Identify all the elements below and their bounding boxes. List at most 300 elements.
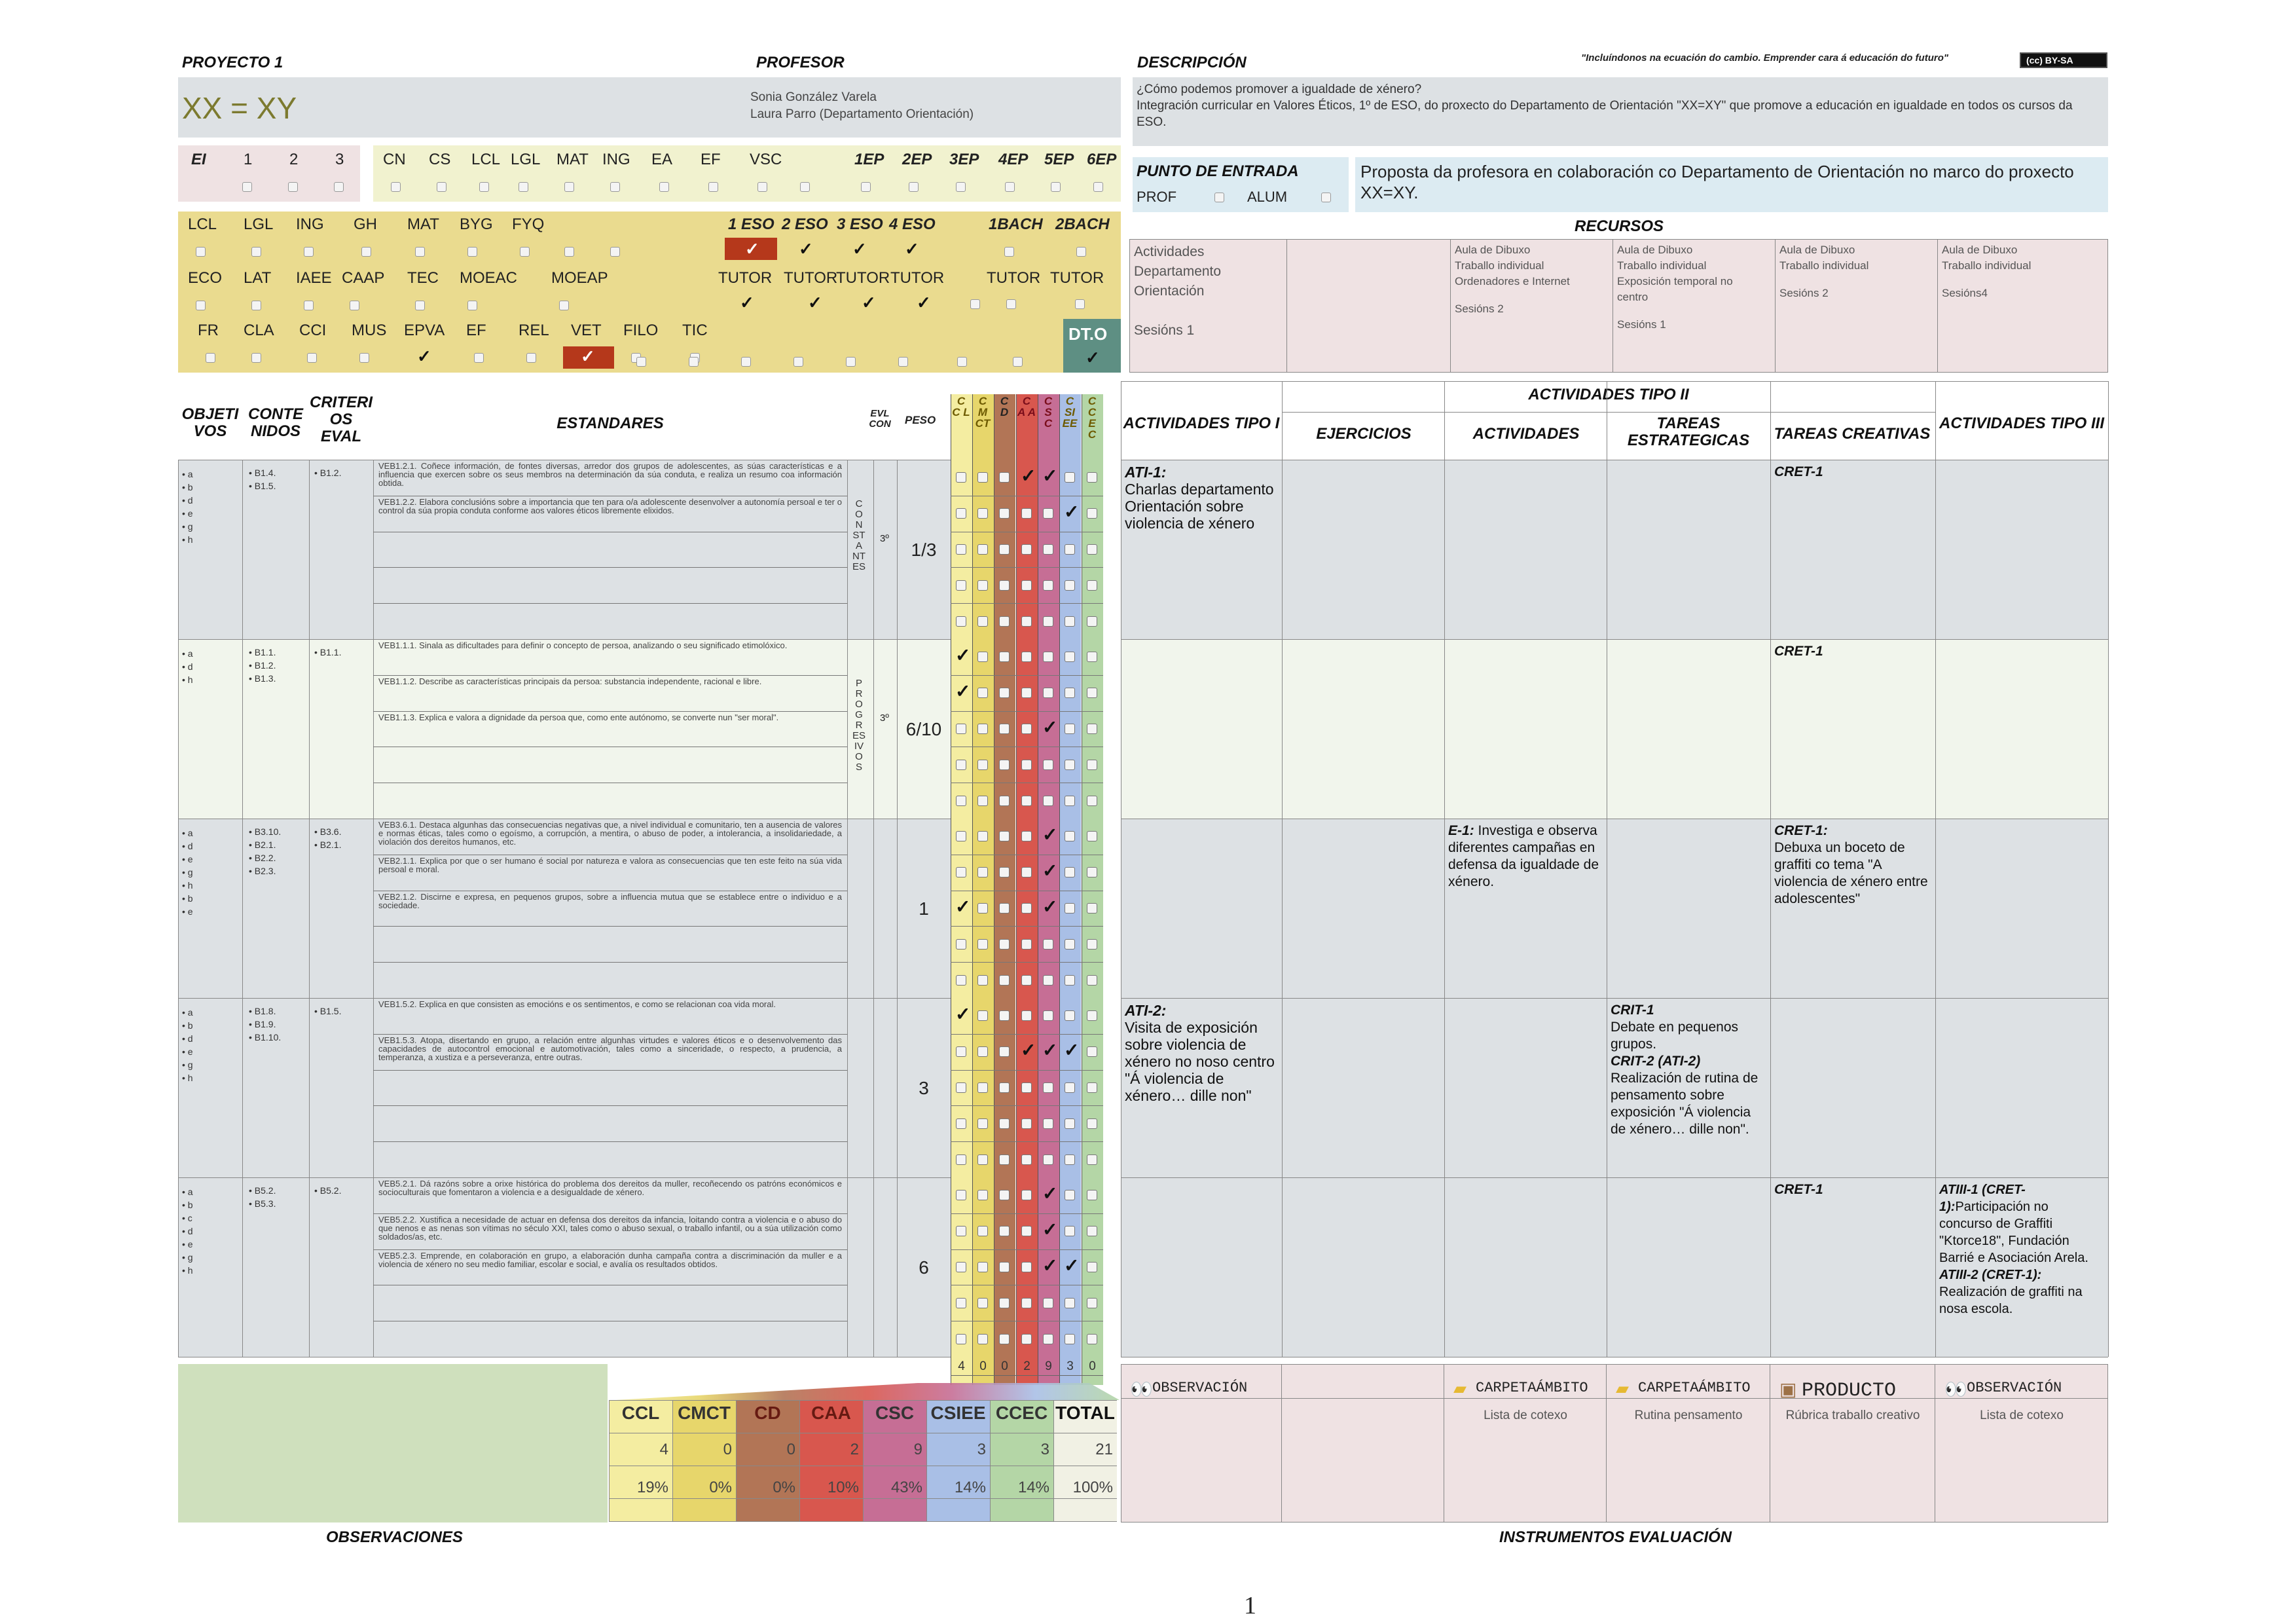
- ei-checkbox[interactable]: [242, 182, 252, 192]
- competency-checkbox[interactable]: [1065, 939, 1075, 950]
- entry-alum-checkbox[interactable]: [1321, 193, 1331, 202]
- competency-checkbox[interactable]: [956, 1298, 966, 1308]
- colon: :: [1823, 823, 1828, 838]
- competency-checkbox[interactable]: [1087, 688, 1097, 698]
- competency-checkbox[interactable]: [1021, 939, 1032, 950]
- activity-text: Visita de exposición sobre violencia de xénero no noso centro "Á violencia de xénero… dille non": [1125, 1019, 1275, 1104]
- objetivo-text: g: [187, 1060, 193, 1070]
- competency-checkbox[interactable]: [1065, 724, 1075, 734]
- competency-checkbox[interactable]: [977, 652, 988, 662]
- competency-check-icon[interactable]: ✓: [1042, 1255, 1058, 1276]
- competency-checkbox[interactable]: [999, 760, 1010, 770]
- competency-checkbox[interactable]: [1065, 544, 1075, 555]
- competency-checkbox[interactable]: [999, 903, 1010, 913]
- eso-checkbox[interactable]: [206, 353, 215, 363]
- objetivo-text: h: [187, 534, 193, 545]
- competency-checkbox[interactable]: [1043, 796, 1053, 806]
- instruments-line: [1121, 1398, 2108, 1399]
- eso-checkbox[interactable]: [610, 247, 620, 257]
- competency-checkbox[interactable]: [1087, 1262, 1097, 1272]
- competency-checkbox[interactable]: [956, 1226, 966, 1236]
- eso-checkbox[interactable]: [361, 247, 371, 257]
- eso-checkbox[interactable]: [251, 353, 261, 363]
- competency-checkbox[interactable]: [1021, 1298, 1032, 1308]
- competency-checkbox[interactable]: [1065, 796, 1075, 806]
- eso-checkbox[interactable]: [636, 357, 646, 367]
- competency-checkbox[interactable]: [956, 724, 966, 734]
- competency-checkbox[interactable]: [1043, 580, 1053, 591]
- competency-checkbox[interactable]: [999, 867, 1010, 877]
- competency-checkbox[interactable]: [956, 939, 966, 950]
- competency-checkbox[interactable]: [977, 1298, 988, 1308]
- vet-check-icon[interactable]: ✓: [581, 346, 595, 366]
- ep-checkbox[interactable]: [800, 182, 810, 192]
- recursos-line: Aula de Dibuxo: [1779, 244, 1855, 256]
- competency-checkbox[interactable]: [999, 652, 1010, 662]
- objetivo: • d: [182, 495, 193, 506]
- competency-checkbox[interactable]: [1065, 472, 1075, 483]
- competency-checkbox[interactable]: [977, 544, 988, 555]
- competency-checkbox[interactable]: [1087, 508, 1097, 519]
- competency-check-icon[interactable]: ✓: [1064, 502, 1080, 523]
- tutor-check-icon[interactable]: ✓: [862, 293, 876, 312]
- objetivo: • e: [182, 854, 193, 864]
- competency-checkbox[interactable]: [1087, 1154, 1097, 1165]
- competency-checkbox[interactable]: [977, 760, 988, 770]
- peso-value: 1: [919, 898, 929, 919]
- ep-checkbox[interactable]: [708, 182, 718, 192]
- competency-checkbox[interactable]: [1021, 1154, 1032, 1165]
- competency-checkbox[interactable]: [1065, 1082, 1075, 1093]
- block-divider: [1770, 1177, 1771, 1357]
- competency-check-icon[interactable]: ✓: [1042, 466, 1058, 487]
- eso-checkbox[interactable]: [251, 247, 261, 257]
- competency-check-icon[interactable]: ✓: [1042, 896, 1058, 917]
- competency-check-icon[interactable]: ✓: [1042, 717, 1058, 737]
- competency-checkbox[interactable]: [1087, 1226, 1097, 1236]
- objetivo-text: a: [187, 648, 193, 659]
- competency-checkbox[interactable]: [1021, 1118, 1032, 1129]
- estandar-text: VEB2.1.1. Explica por que o ser humano é social por natureza e valora as consecuencias que ten este feito na súa vida persoal e moral.: [378, 856, 842, 874]
- eso1-check-icon[interactable]: ✓: [745, 239, 759, 259]
- colon: :: [1161, 464, 1167, 481]
- objetivo-text: b: [187, 893, 193, 904]
- competency-checkbox[interactable]: [1021, 724, 1032, 734]
- objetivo: • b: [182, 482, 193, 492]
- competency-checkbox[interactable]: [1021, 508, 1032, 519]
- competency-checkbox[interactable]: [999, 1334, 1010, 1344]
- competency-checkbox[interactable]: [999, 580, 1010, 591]
- competency-checkbox[interactable]: [1021, 796, 1032, 806]
- competency-checkbox[interactable]: [1065, 867, 1075, 877]
- tutor-checkbox[interactable]: [970, 299, 980, 309]
- competency-checkbox[interactable]: [999, 796, 1010, 806]
- competency-checkbox[interactable]: [1065, 1334, 1075, 1344]
- competency-checkbox[interactable]: [977, 616, 988, 627]
- competency-checkbox[interactable]: [1021, 1226, 1032, 1236]
- competency-checkbox[interactable]: [1043, 688, 1053, 698]
- eso-checkbox[interactable]: [474, 353, 484, 363]
- competency-checkbox[interactable]: [1043, 616, 1053, 627]
- competency-checkbox[interactable]: [1043, 508, 1053, 519]
- competency-checkbox[interactable]: [1043, 939, 1053, 950]
- competency-checkbox[interactable]: [1021, 616, 1032, 627]
- summary-percent: 43%: [890, 1479, 922, 1496]
- competency-checkbox[interactable]: [1021, 975, 1032, 986]
- competency-check-icon[interactable]: ✓: [955, 681, 971, 702]
- competency-checkbox[interactable]: [977, 1154, 988, 1165]
- competency-checkbox[interactable]: [1087, 1334, 1097, 1344]
- competency-checkbox[interactable]: [999, 939, 1010, 950]
- comp-header: C C L: [952, 395, 970, 418]
- competency-checkbox[interactable]: [1021, 580, 1032, 591]
- competency-checkbox[interactable]: [1043, 1010, 1053, 1021]
- competency-check-icon[interactable]: ✓: [1042, 1040, 1058, 1061]
- level-label: 4 ESO: [889, 215, 936, 233]
- competency-checkbox[interactable]: [1043, 975, 1053, 986]
- competency-checkbox[interactable]: [1043, 1082, 1053, 1093]
- competency-checkbox[interactable]: [1087, 1118, 1097, 1129]
- competency-checkbox[interactable]: [956, 1082, 966, 1093]
- competency-checkbox[interactable]: [956, 580, 966, 591]
- contenido-text: B1.8.: [254, 1006, 276, 1016]
- eso-checkbox[interactable]: [846, 357, 856, 367]
- ep-checkbox[interactable]: [437, 182, 446, 192]
- eso-checkbox[interactable]: [415, 247, 425, 257]
- contenido-text: B1.10.: [254, 1032, 282, 1043]
- competency-checkbox[interactable]: [999, 1190, 1010, 1200]
- ep-level-checkbox[interactable]: [861, 182, 871, 192]
- std-evl-divider: [847, 998, 848, 1177]
- competency-checkbox[interactable]: [1087, 616, 1097, 627]
- competency-checkbox[interactable]: [999, 508, 1010, 519]
- competency-checkbox[interactable]: [999, 1262, 1010, 1272]
- criterios-list: [314, 466, 342, 479]
- tutor-check-icon[interactable]: ✓: [917, 293, 931, 312]
- competency-checkbox[interactable]: [999, 688, 1010, 698]
- competency-checkbox[interactable]: [1087, 544, 1097, 555]
- competency-checkbox[interactable]: [1043, 760, 1053, 770]
- competency-checkbox[interactable]: [1087, 1190, 1097, 1200]
- block-divider: [1935, 460, 1936, 639]
- competency-checkbox[interactable]: [977, 1226, 988, 1236]
- eso-checkbox[interactable]: [467, 301, 477, 310]
- competency-checkbox[interactable]: [977, 580, 988, 591]
- eso-checkbox[interactable]: [467, 247, 477, 257]
- ep-checkbox[interactable]: [757, 182, 767, 192]
- competency-check-icon[interactable]: ✓: [1064, 1255, 1080, 1276]
- summary-header: CD: [754, 1403, 781, 1423]
- block-divider: [873, 1177, 874, 1357]
- competency-checkbox[interactable]: [956, 867, 966, 877]
- competency-checkbox[interactable]: [1021, 1010, 1032, 1021]
- block-divider: [1444, 460, 1445, 639]
- std-evl-divider: [847, 819, 848, 998]
- summary-percent: 19%: [636, 1479, 668, 1496]
- competency-checkbox[interactable]: [956, 1154, 966, 1165]
- recursos-line: [1455, 289, 1609, 301]
- objetivo: • h: [182, 1265, 193, 1276]
- competency-checkbox[interactable]: [1065, 652, 1075, 662]
- competency-check-icon[interactable]: ✓: [1021, 466, 1036, 487]
- competency-checkbox[interactable]: [977, 903, 988, 913]
- competency-checkbox[interactable]: [1043, 652, 1053, 662]
- competency-checkbox[interactable]: [999, 1298, 1010, 1308]
- tutor-checkbox[interactable]: [1075, 299, 1085, 309]
- recursos-line: Aula de Dibuxo: [1942, 244, 2018, 256]
- competency-check-icon[interactable]: ✓: [955, 896, 971, 917]
- competency-checkbox[interactable]: [1021, 831, 1032, 841]
- competency-checkbox[interactable]: [999, 472, 1010, 483]
- folder-icon: ▰: [1453, 1378, 1467, 1398]
- competency-checkbox[interactable]: [1087, 796, 1097, 806]
- eso-checkbox[interactable]: [251, 301, 261, 310]
- recursos-col: [1938, 240, 2108, 372]
- competency-checkbox[interactable]: [977, 939, 988, 950]
- eso-checkbox[interactable]: [350, 301, 359, 310]
- level-checkbox[interactable]: [1076, 247, 1086, 257]
- competency-check-icon[interactable]: ✓: [955, 1004, 971, 1025]
- ep-level-checkbox[interactable]: [909, 182, 919, 192]
- competency-checkbox[interactable]: [1065, 616, 1075, 627]
- eso-checkbox[interactable]: [196, 301, 206, 310]
- ep-level-checkbox[interactable]: [1051, 182, 1061, 192]
- competency-checkbox[interactable]: [1087, 760, 1097, 770]
- competency-checkbox[interactable]: [977, 1010, 988, 1021]
- competency-checkbox[interactable]: [1065, 1190, 1075, 1200]
- estandar-row-line: [373, 711, 847, 712]
- competency-checkbox[interactable]: [1021, 760, 1032, 770]
- ep-level-checkbox[interactable]: [956, 182, 966, 192]
- competency-checkbox[interactable]: [1065, 1226, 1075, 1236]
- competency-checkbox[interactable]: [1021, 1262, 1032, 1272]
- competency-checkbox[interactable]: [999, 831, 1010, 841]
- competency-checkbox[interactable]: [956, 508, 966, 519]
- competency-checkbox[interactable]: [956, 616, 966, 627]
- competency-checkbox[interactable]: [1021, 1334, 1032, 1344]
- competency-checkbox[interactable]: [1021, 688, 1032, 698]
- epva-check-icon[interactable]: ✓: [417, 346, 431, 366]
- competency-check-icon[interactable]: ✓: [1042, 1183, 1058, 1204]
- competency-checkbox[interactable]: [956, 796, 966, 806]
- competency-checkbox[interactable]: [977, 1046, 988, 1057]
- competency-checkbox[interactable]: [977, 1082, 988, 1093]
- eso-checkbox[interactable]: [1013, 357, 1023, 367]
- competency-check-icon[interactable]: ✓: [955, 645, 971, 666]
- entry-point-box: [1133, 157, 1349, 212]
- competency-checkbox[interactable]: [1065, 760, 1075, 770]
- ep-checkbox[interactable]: [610, 182, 620, 192]
- eso-checkbox[interactable]: [564, 247, 574, 257]
- competency-checkbox[interactable]: [1021, 903, 1032, 913]
- competency-checkbox[interactable]: [1021, 1190, 1032, 1200]
- competency-checkbox[interactable]: [1087, 724, 1097, 734]
- contenido: • B2.1.: [249, 840, 276, 850]
- competency-checkbox[interactable]: [977, 472, 988, 483]
- competency-checkbox[interactable]: [1043, 544, 1053, 555]
- competency-check-icon[interactable]: ✓: [1064, 1040, 1080, 1061]
- competency-total: 0: [1089, 1359, 1096, 1373]
- competency-checkbox[interactable]: [977, 1334, 988, 1344]
- competency-checkbox[interactable]: [999, 544, 1010, 555]
- eso-checkbox[interactable]: [898, 357, 908, 367]
- objetivo: • b: [182, 1200, 193, 1210]
- header-tipo2-sub: TAREAS ESTRATEGICAS: [1627, 415, 1750, 449]
- competency-checkbox[interactable]: [977, 688, 988, 698]
- ei-checkbox[interactable]: [334, 182, 344, 192]
- eso-checkbox[interactable]: [689, 357, 699, 367]
- competency-checkbox[interactable]: [1043, 1118, 1053, 1129]
- eso-checkbox[interactable]: [741, 357, 751, 367]
- competency-checkbox[interactable]: [1021, 867, 1032, 877]
- competency-checkbox[interactable]: [1087, 903, 1097, 913]
- competency-checkbox[interactable]: [1087, 472, 1097, 483]
- competency-checkbox[interactable]: [977, 1262, 988, 1272]
- eso-checkbox[interactable]: [415, 301, 425, 310]
- competency-checkbox[interactable]: [1043, 1334, 1053, 1344]
- folder-icon: ▰: [1616, 1378, 1629, 1398]
- competency-checkbox[interactable]: [1065, 1298, 1075, 1308]
- activity-creativas: [1774, 1181, 1931, 1198]
- block-divider: [1282, 998, 1283, 1177]
- level-label: 1 ESO: [728, 215, 774, 233]
- competency-checkbox[interactable]: [956, 831, 966, 841]
- competency-check-icon[interactable]: ✓: [1042, 824, 1058, 845]
- ep-level-checkbox[interactable]: [1093, 182, 1103, 192]
- competency-check-icon[interactable]: ✓: [1042, 860, 1058, 881]
- ep-checkbox[interactable]: [391, 182, 401, 192]
- competency-checkbox[interactable]: [999, 1046, 1010, 1057]
- competency-checkbox[interactable]: [1043, 1298, 1053, 1308]
- eso-checkbox[interactable]: [520, 247, 530, 257]
- competency-checkbox[interactable]: [956, 1334, 966, 1344]
- competency-checkbox[interactable]: [1087, 1010, 1097, 1021]
- competency-checkbox[interactable]: [956, 472, 966, 483]
- summary-percent: 100%: [1072, 1479, 1113, 1496]
- ep-checkbox[interactable]: [659, 182, 669, 192]
- dto-check-icon[interactable]: ✓: [1085, 348, 1100, 367]
- comp-row-line: [951, 603, 1103, 604]
- eso-checkbox[interactable]: [196, 247, 206, 257]
- competency-checkbox[interactable]: [956, 1262, 966, 1272]
- competency-checkbox[interactable]: [1021, 544, 1032, 555]
- eso-checkbox[interactable]: [793, 357, 803, 367]
- competency-checkbox[interactable]: [1021, 1082, 1032, 1093]
- block-divider: [1935, 819, 1936, 998]
- competency-checkbox[interactable]: [1087, 1082, 1097, 1093]
- competency-checkbox[interactable]: [1065, 1118, 1075, 1129]
- competency-checkbox[interactable]: [956, 1190, 966, 1200]
- ep-level-checkbox[interactable]: [1005, 182, 1015, 192]
- competency-checkbox[interactable]: [1087, 867, 1097, 877]
- ep-checkbox[interactable]: [479, 182, 489, 192]
- competency-checkbox[interactable]: [977, 508, 988, 519]
- objetivo: • h: [182, 534, 193, 545]
- competency-checkbox[interactable]: [956, 1046, 966, 1057]
- ei-label: EI: [191, 151, 206, 168]
- competency-checkbox[interactable]: [1087, 580, 1097, 591]
- competency-check-icon[interactable]: ✓: [1042, 1219, 1058, 1240]
- competency-checkbox[interactable]: [1087, 1298, 1097, 1308]
- entry-prof-checkbox[interactable]: [1214, 193, 1224, 202]
- competency-checkbox[interactable]: [956, 975, 966, 986]
- competency-checkbox[interactable]: [1087, 975, 1097, 986]
- level-check-icon[interactable]: ✓: [905, 239, 919, 259]
- competency-checkbox[interactable]: [999, 1226, 1010, 1236]
- competency-checkbox[interactable]: [1087, 939, 1097, 950]
- eso-checkbox[interactable]: [307, 353, 317, 363]
- competency-checkbox[interactable]: [999, 1154, 1010, 1165]
- competency-checkbox[interactable]: [977, 1118, 988, 1129]
- ei-checkbox[interactable]: [288, 182, 298, 192]
- competency-checkbox[interactable]: [999, 724, 1010, 734]
- header-tipo2-sub: TAREAS CREATIVAS: [1774, 425, 1931, 443]
- eso-checkbox[interactable]: [957, 357, 967, 367]
- eso-checkbox[interactable]: [526, 353, 536, 363]
- competency-checkbox[interactable]: [956, 1118, 966, 1129]
- competency-checkbox[interactable]: [999, 1010, 1010, 1021]
- comp-column: [972, 394, 994, 1385]
- level-check-icon[interactable]: ✓: [852, 239, 867, 259]
- tutor-check-icon[interactable]: ✓: [808, 293, 822, 312]
- competency-checkbox[interactable]: [1065, 1010, 1075, 1021]
- eso-checkbox[interactable]: [304, 301, 314, 310]
- competency-checkbox[interactable]: [1087, 1046, 1097, 1057]
- competency-checkbox[interactable]: [999, 1082, 1010, 1093]
- recursos-line: [1617, 305, 1771, 317]
- competency-check-icon[interactable]: ✓: [1021, 1040, 1036, 1061]
- ep-checkbox[interactable]: [564, 182, 574, 192]
- eso-checkbox[interactable]: [359, 353, 369, 363]
- competency-checkbox[interactable]: [999, 975, 1010, 986]
- objetivo-text: d: [187, 1226, 193, 1236]
- competency-checkbox[interactable]: [977, 724, 988, 734]
- competency-checkbox[interactable]: [1065, 688, 1075, 698]
- competency-checkbox[interactable]: [1087, 831, 1097, 841]
- recursos-line: Sesións 2: [1779, 287, 1829, 299]
- tutor-check-icon[interactable]: ✓: [740, 293, 754, 312]
- competency-checkbox[interactable]: [1043, 1154, 1053, 1165]
- competency-checkbox[interactable]: [977, 975, 988, 986]
- level-check-icon[interactable]: ✓: [799, 239, 813, 259]
- competency-checkbox[interactable]: [977, 831, 988, 841]
- competency-checkbox[interactable]: [1065, 580, 1075, 591]
- competency-checkbox[interactable]: [1065, 1154, 1075, 1165]
- activity-text: Debate en pequenos grupos.: [1611, 1020, 1738, 1052]
- competency-checkbox[interactable]: [999, 616, 1010, 627]
- competency-checkbox[interactable]: [1065, 975, 1075, 986]
- competency-checkbox[interactable]: [956, 760, 966, 770]
- competency-checkbox[interactable]: [1087, 652, 1097, 662]
- ep-checkbox[interactable]: [519, 182, 528, 192]
- activity-tipo1: [1125, 464, 1278, 532]
- objetivo-text: c: [187, 1213, 192, 1223]
- tutor-checkbox[interactable]: [1006, 299, 1016, 309]
- competency-checkbox[interactable]: [1021, 652, 1032, 662]
- competency-checkbox[interactable]: [1065, 903, 1075, 913]
- competency-checkbox[interactable]: [977, 1190, 988, 1200]
- eso-checkbox[interactable]: [304, 247, 314, 257]
- comp-row-line: [951, 1141, 1103, 1142]
- competency-checkbox[interactable]: [977, 796, 988, 806]
- comp-header: C D: [1000, 395, 1009, 418]
- competency-checkbox[interactable]: [999, 1118, 1010, 1129]
- eso-checkbox[interactable]: [559, 301, 569, 310]
- competency-checkbox[interactable]: [1065, 831, 1075, 841]
- level-checkbox[interactable]: [1004, 247, 1014, 257]
- competency-checkbox[interactable]: [977, 867, 988, 877]
- competency-checkbox[interactable]: [956, 544, 966, 555]
